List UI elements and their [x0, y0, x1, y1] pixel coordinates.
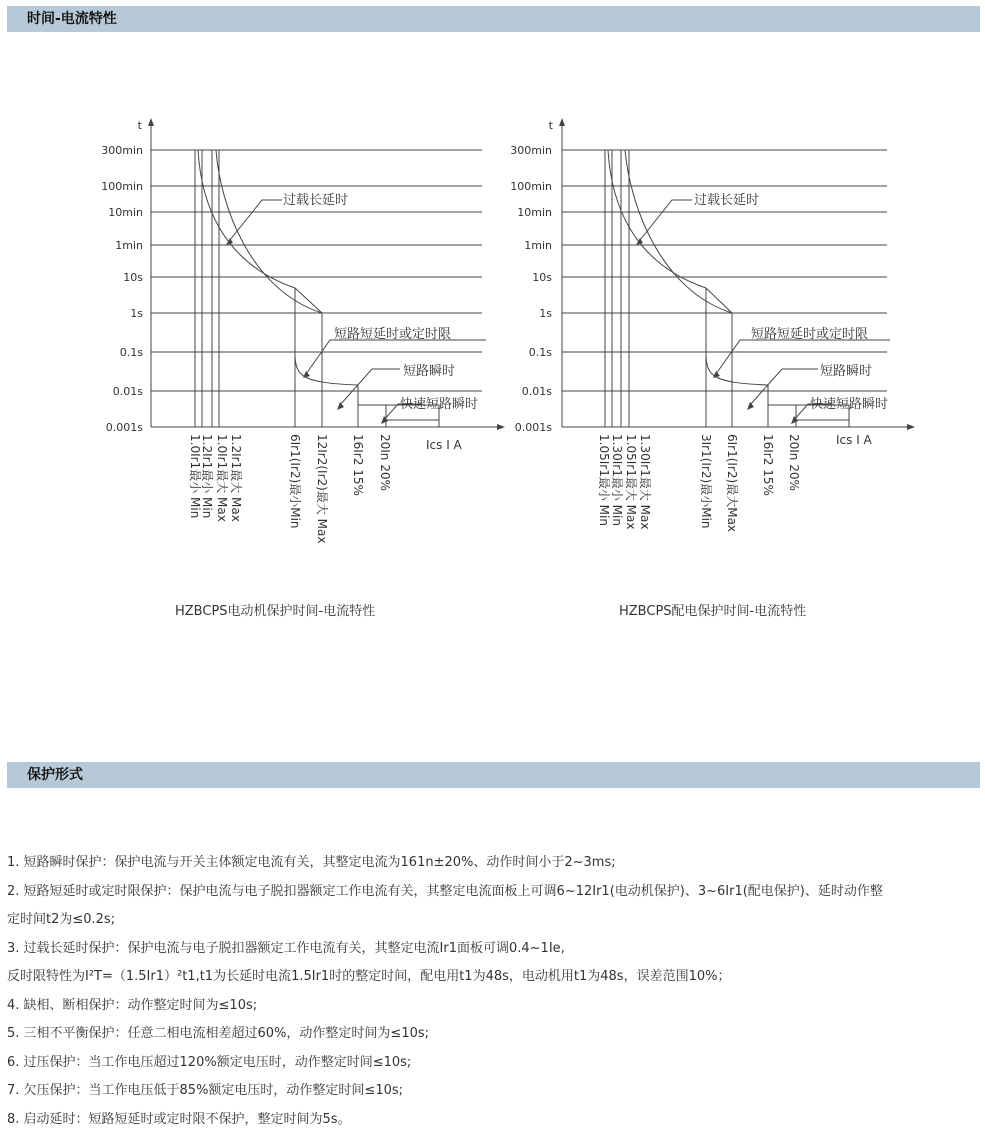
time-tick: 1min [115, 239, 143, 252]
t-axis-label: t [548, 119, 553, 132]
current-label: 20In 20% [378, 434, 392, 491]
time-tick: 100min [101, 180, 143, 193]
time-tick: 0.1s [119, 346, 143, 359]
current-label: 3Ir1(Ir2)最小Min [699, 434, 713, 529]
time-current-chart-distribution [0, 0, 985, 570]
list-item: 反时限特性为I²T=（1.5Ir1）²t1,t1为长延时电流1.5Ir1时的整定时间，配电用t1为48s，电动机用t1为48s，误差范围10%； [7, 969, 731, 984]
time-tick: 1min [524, 239, 552, 252]
current-label: 1.2Ir1最大 Max [229, 434, 243, 522]
current-label: 6Ir1(Ir2)最大Max [725, 434, 739, 533]
current-label: 1.30Ir1最小 Min [610, 434, 624, 526]
current-label: 1.30Ir1最大 Max [638, 434, 652, 530]
time-tick: 10min [108, 206, 143, 219]
annotation-short-delay: 短路短延时或定时限 [751, 327, 869, 342]
list-item: 6. 过压保护：当工作电压超过120%额定电压时，动作整定时间≤10s; [7, 1054, 412, 1070]
current-axis-label: Ics I A [426, 438, 462, 452]
time-tick: 300min [510, 144, 552, 157]
time-tick: 1s [130, 307, 143, 320]
time-tick: 0.001s [514, 421, 552, 434]
time-tick: 0.001s [105, 421, 143, 434]
current-label: 1.0Ir1最小 Min [188, 434, 202, 519]
time-tick: 0.01s [521, 385, 552, 398]
list-item: 7. 欠压保护：当工作电压低于85%额定电压时，动作整定时间≤10s; [7, 1083, 404, 1098]
list-item: 2. 短路短延时或定时限保护：保护电流与电子脱扣器额定工作电流有关，其整定电流面板上可调6~12Ir1(电动机保护)、3~6Ir1(配电保护)、延时动作整 [7, 883, 883, 899]
annotation-overload: 过载长延时 [694, 193, 760, 208]
t-axis-label: t [137, 119, 142, 132]
time-tick: 10min [517, 206, 552, 219]
current-label: 1.05Ir1最大 Max [624, 434, 638, 530]
current-axis-label: Ics I A [836, 433, 872, 447]
time-tick: 0.1s [528, 346, 552, 359]
time-tick: 0.01s [112, 385, 143, 398]
current-label: 1.2Ir1最小 Min [200, 434, 214, 519]
section-title-protection: 保护形式 [7, 762, 980, 788]
chart-caption-motor: HZBCPS电动机保护时间-电流特性 [175, 604, 376, 619]
annotation-instantaneous: 短路瞬时 [820, 364, 873, 379]
protection-list [7, 849, 982, 1134]
current-label: 1.05Ir1最小 Min [597, 434, 611, 526]
time-tick: 300min [101, 144, 143, 157]
list-item: 定时间t2为≤0.2s; [7, 912, 116, 927]
list-item: 4. 缺相、断相保护：动作整定时间为≤10s; [7, 997, 258, 1013]
chart-caption-distribution: HZBCPS配电保护时间-电流特性 [619, 604, 807, 619]
time-tick: 1s [539, 307, 552, 320]
list-item: 8. 启动延时：短路短延时或定时限不保护，整定时间为5s。 [7, 1111, 351, 1127]
section-title-characteristics: 时间-电流特性 [7, 6, 980, 32]
annotation-instantaneous: 短路瞬时 [403, 364, 456, 379]
annotation-fast-instantaneous: 快速短路瞬时 [810, 397, 889, 412]
time-tick: 10s [532, 271, 552, 284]
list-item: 3. 过载长延时保护：保护电流与电子脱扣器额定工作电流有关，其整定电流Ir1面板可调0.4~1Ie, [7, 940, 565, 956]
annotation-fast-instantaneous: 快速短路瞬时 [400, 397, 479, 412]
current-label: 20In 20% [787, 434, 801, 491]
time-tick: 10s [123, 271, 143, 284]
time-tick: 100min [510, 180, 552, 193]
annotation-short-delay: 短路短延时或定时限 [334, 327, 452, 342]
current-label: 6Ir1(Ir2)最小Min [288, 434, 302, 529]
current-label: 1.0Ir1最大 Max [215, 434, 229, 522]
current-label: 16Ir2 15% [351, 434, 365, 496]
current-label: 12Ir2(Ir2)最大 Max [315, 434, 329, 544]
annotation-overload: 过载长延时 [283, 193, 349, 208]
list-item: 5. 三相不平衡保护：任意二相电流相差超过60%，动作整定时间为≤10s; [7, 1026, 430, 1041]
list-item: 1. 短路瞬时保护：保护电流与开关主体额定电流有关，其整定电流为161n±20%、动作时间小于2~3ms; [7, 855, 616, 870]
current-label: 16Ir2 15% [761, 434, 775, 496]
